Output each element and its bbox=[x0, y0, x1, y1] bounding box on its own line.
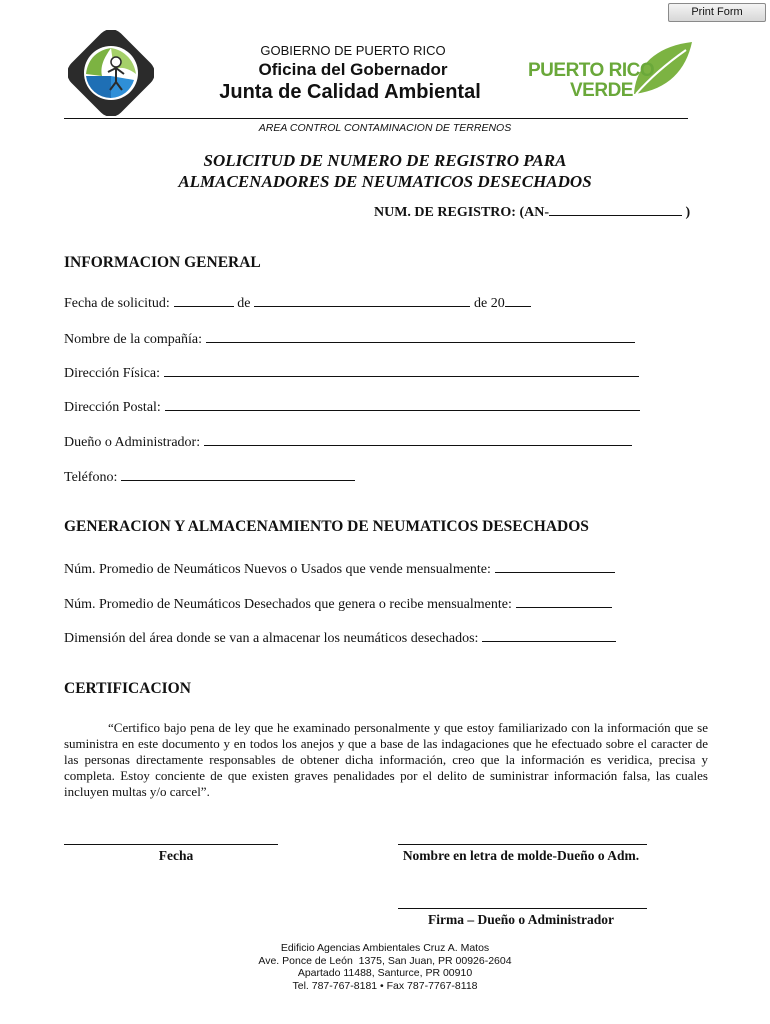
office-name: Oficina del Gobernador bbox=[258, 60, 448, 79]
form-title-line2: ALMACENADORES DE NEUMATICOS DESECHADOS bbox=[178, 172, 592, 191]
owner-label: Dueño o Administrador: bbox=[64, 435, 201, 450]
verde-logo-line2: VERDE bbox=[570, 80, 633, 101]
q2-row bbox=[64, 595, 612, 613]
header-divider bbox=[64, 118, 688, 119]
government-name: GOBIERNO DE PUERTO RICO bbox=[260, 43, 446, 58]
company-row bbox=[64, 330, 635, 348]
footer-address bbox=[0, 942, 770, 992]
form-title-line1: SOLICITUD DE NUMERO DE REGISTRO PARA bbox=[203, 151, 567, 170]
footer-line3: Apartado 11488, Santurce, PR 00910 bbox=[297, 967, 473, 979]
q2-field[interactable] bbox=[516, 595, 612, 608]
postal-address-row bbox=[64, 398, 640, 416]
verde-logo-line1: PUERTO RICO bbox=[528, 60, 655, 81]
physical-address-row bbox=[64, 364, 639, 382]
date-signature-label: Fecha bbox=[158, 848, 194, 863]
q1-label: Núm. Promedio de Neumáticos Nuevos o Usados que vende mensualmente: bbox=[64, 562, 491, 577]
registry-label: NUM. DE REGISTRO: (AN- bbox=[374, 205, 549, 220]
physical-address-field[interactable] bbox=[164, 364, 639, 377]
general-info-heading: INFORMACION GENERAL bbox=[64, 254, 261, 271]
date-month-field[interactable] bbox=[254, 294, 470, 307]
puerto-rico-verde-logo bbox=[526, 40, 696, 104]
date-signature-line[interactable] bbox=[64, 844, 278, 845]
q3-field[interactable] bbox=[482, 629, 616, 642]
date-year-label: de 20 bbox=[473, 296, 505, 311]
q2-label: Núm. Promedio de Neumáticos Desechados que genera o recibe mensualmente: bbox=[64, 597, 512, 612]
jca-logo bbox=[68, 30, 154, 116]
registry-number-field[interactable] bbox=[549, 203, 682, 216]
generation-heading: GENERACION Y ALMACENAMIENTO DE NEUMATICOS DESECHADOS bbox=[64, 518, 589, 535]
registry-number bbox=[374, 203, 690, 221]
q1-row bbox=[64, 560, 615, 578]
owner-signature-label: Firma – Dueño o Administrador bbox=[427, 912, 614, 927]
name-signature-label: Nombre en letra de molde-Dueño o Adm. bbox=[402, 848, 640, 863]
phone-label: Teléfono: bbox=[64, 470, 118, 485]
board-name: Junta de Calidad Ambiental bbox=[219, 81, 481, 103]
certification-text: “Certifico bajo pena de ley que he examinado personalmente y que estoy familiarizado con la información que se suministra en este documento y en todos los anejos y que a base de las indagaciones que he efectuado sobre el caracter de las personas directamente responsables de obtener dicha información, creo que la información es veridica, precisa y completa. Estoy conciente de que existen graves penalidades por el delito de suministrar información falsa, las cuales incluyen multas y/o carcel”. bbox=[64, 720, 708, 799]
footer-line1: Edificio Agencias Ambientales Cruz A. Matos bbox=[280, 942, 490, 954]
certification-heading: CERTIFICACION bbox=[64, 680, 191, 697]
date-de-label: de bbox=[237, 296, 251, 311]
footer-line2: Ave. Ponce de León 1375, San Juan, PR 00926-2604 bbox=[258, 954, 512, 967]
company-field[interactable] bbox=[206, 330, 635, 343]
footer-line4: Tel. 787-767-8181 • Fax 787-7767-8118 bbox=[292, 979, 478, 992]
date-day-field[interactable] bbox=[174, 294, 234, 307]
owner-signature-line[interactable] bbox=[398, 908, 647, 909]
owner-field[interactable] bbox=[204, 433, 632, 446]
print-form-button[interactable]: Print Form bbox=[668, 3, 766, 22]
phone-field[interactable] bbox=[121, 468, 355, 481]
q3-row bbox=[64, 629, 616, 647]
name-signature-line[interactable] bbox=[398, 844, 647, 845]
phone-row bbox=[64, 468, 355, 486]
company-label: Nombre de la compañía: bbox=[64, 332, 203, 347]
postal-address-field[interactable] bbox=[165, 398, 640, 411]
owner-row bbox=[64, 433, 632, 451]
q3-label: Dimensión del área donde se van a almacenar los neumáticos desechados: bbox=[64, 631, 479, 646]
physical-address-label: Dirección Física: bbox=[64, 366, 161, 381]
area-subtitle: AREA CONTROL CONTAMINACION DE TERRENOS bbox=[258, 122, 512, 134]
postal-address-label: Dirección Postal: bbox=[64, 400, 161, 415]
date-row bbox=[64, 294, 531, 312]
q1-field[interactable] bbox=[495, 560, 615, 573]
registry-close: ) bbox=[685, 205, 691, 220]
date-year-field[interactable] bbox=[505, 294, 531, 307]
date-label: Fecha de solicitud: bbox=[64, 296, 170, 311]
